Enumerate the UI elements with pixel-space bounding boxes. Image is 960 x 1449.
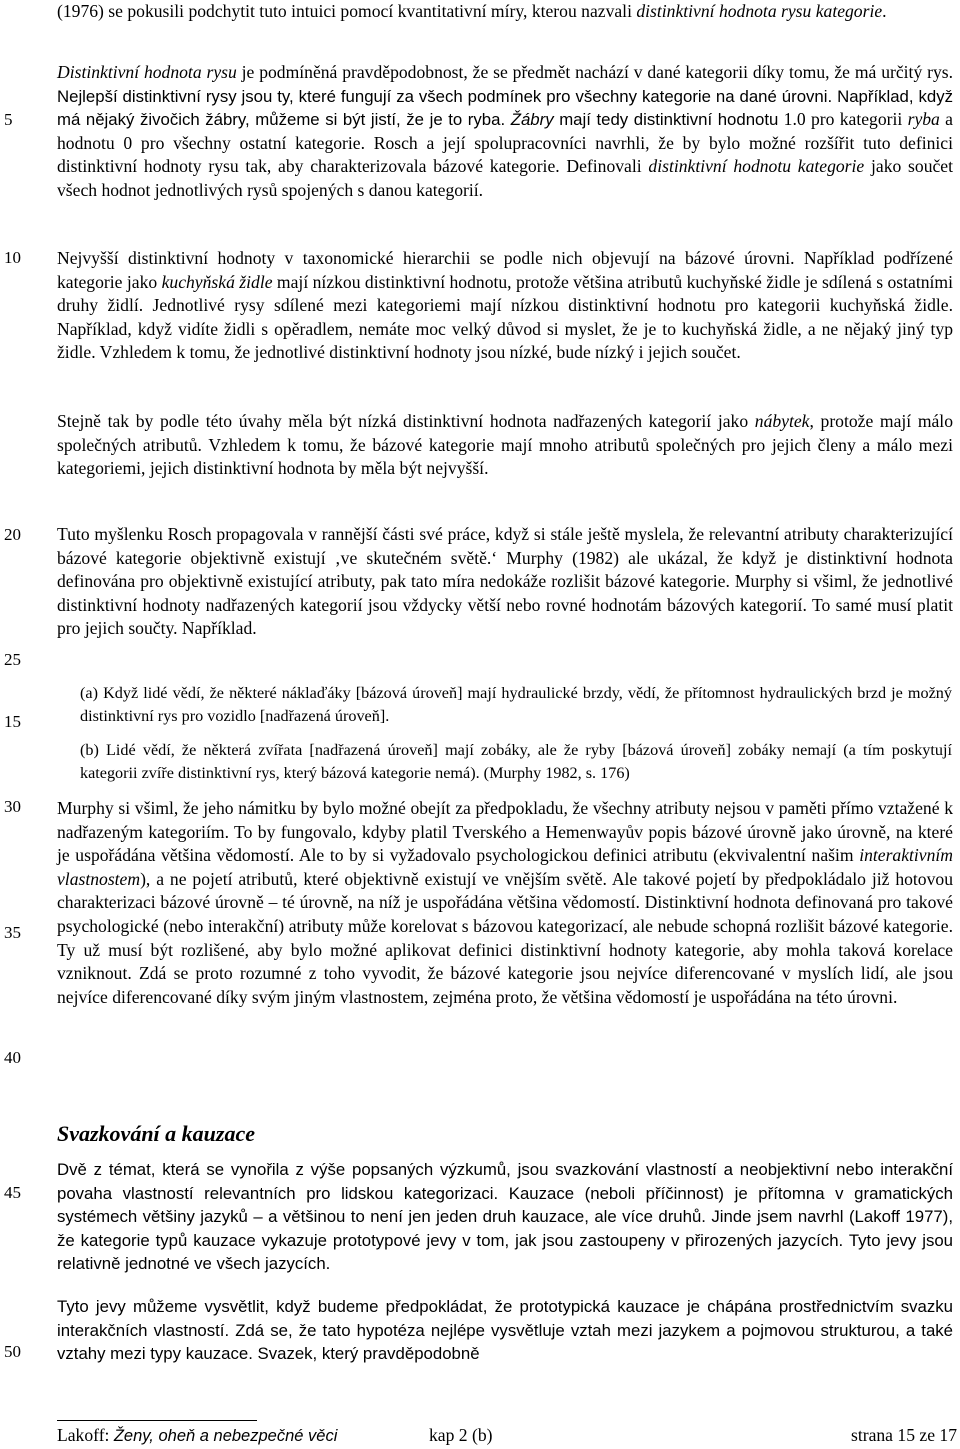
footer-title bbox=[57, 1423, 337, 1448]
footer-book-title: Ženy, oheň a nebezpečné věci bbox=[113, 1427, 338, 1445]
text: Stejně tak by podle této úvahy měla být nízká distinktivní hodnota nadřazených kategorií jako bbox=[57, 411, 755, 431]
text: a hodnotu 0 pro všechny ostatní kategorie. Rosch a její spolupracovníci navrhli, že by bylo možné rozšířit tuto definici distinktivní hodnoty rysu tak, aby charakterizovala bázové kategorie. Definovali bbox=[57, 109, 953, 177]
italic-term: distinktivní hodnota rysu kategorie bbox=[636, 1, 883, 21]
italic-term: nábytek bbox=[754, 411, 810, 431]
italic-term: ryba bbox=[907, 109, 940, 130]
text: Tuto myšlenku Rosch propagovala v rannější části své práce, když si stále ještě myslela, že relevantní atributy charakterizující bázové kategorie objektivně existují ‚ve skutečném světě.‘ Murphy (1982) ale ukázal, že když je distinktivní hodnota definována pro objektivně existující atributy, pak tato míra nedokáže rozlišit bázové kategorie. Murphy si všiml, že jednotlivé distinktivní hodnoty nadřazených kategorií jsou vždycky větší nebo rovné hodnotám bázových kategorií. To samé musí platit pro jejich součty. Například. bbox=[57, 524, 953, 639]
italic-term: Žábry bbox=[510, 110, 554, 130]
italic-term: distinktivní hodnotu kategorie bbox=[648, 156, 865, 177]
italic-term: zvíře bbox=[141, 763, 174, 782]
text: (1976) se pokusili podchytit tuto intuici pomocí kvantitativní míry, kterou nazvali bbox=[57, 1, 637, 21]
paragraph-clustering bbox=[57, 1158, 953, 1276]
line-number: 40 bbox=[4, 1048, 21, 1067]
text: (a) Když lidé vědí, že některé náklaďáky [bázová úroveň] mají hydraulické brzdy, vědí, že přítomnost hydraulických brzd je možný distinktivní rys pro vozidlo [nadřazená úroveň]. bbox=[80, 684, 952, 725]
text: jako součet všech hodnot jednotlivých rysů spojených s danou kategorií. bbox=[57, 156, 953, 200]
line-number: 50 bbox=[4, 1342, 21, 1361]
text: Nejlepší distinktivní rysy jsou ty, které fungují za všech podmínek pro všechny kategorie na dané úrovni. Například, když má nějaký živočich žábry, můžeme si být jistí, že je to ryba. bbox=[57, 86, 953, 130]
line-number: 25 bbox=[4, 650, 21, 669]
footer-page-number: strana 15 ze 17 bbox=[850, 1425, 957, 1445]
footer-author: Lakoff: bbox=[57, 1425, 114, 1445]
paragraph-intro-continued bbox=[57, 0, 953, 24]
line-number: 5 bbox=[4, 110, 13, 129]
paragraph-highest-values bbox=[57, 247, 953, 365]
text: Tyto jevy můžeme vysvětlit, když budeme předpokládat, že prototypická kauzace je chápána prostřednictvím svazku interakčních vlastností. Zdá se, že tato hypotéza nejlépe vysvětluje vztah mezi jazykem a pojmovou strukturou, a také vztahy mezi typy kauzace. Svazek, který pravděpodobně bbox=[57, 1297, 953, 1364]
line-number: 35 bbox=[4, 923, 21, 942]
text: Dvě z témat, která se vynořila z výše popsaných výzkumů, jsou svazkování vlastností a neobjektivní nebo interakční povaha vlastností relevantních pro lidskou kategorizaci. Kauzace (neboli příčinnost) je přítomna v gramatických systémech většiny jazyků – a většinou to není jen jeden druh kauzace, ale více druhů. Jinde jsem navrhl (Lakoff 1977), že kategorie typů kauzace vykazuje prototypové jevy v tom, jak jsou zastoupeny v přirozených jazycích. Tyto jevy jsou relativně jednotné ve všech jazycích. bbox=[57, 1160, 953, 1274]
text: . bbox=[882, 1, 887, 21]
example-b bbox=[80, 739, 952, 784]
paragraph-distinctive-value bbox=[57, 61, 953, 203]
text: mají tedy distinktivní hodnotu bbox=[553, 110, 779, 130]
text: Nejvyšší distinktivní hodnoty v taxonomické hierarchii se podle nich objevují na bázové úrovni. Například podřízené kategorie jako bbox=[57, 248, 953, 292]
line-number: 10 bbox=[4, 248, 21, 267]
section-heading: Svazkování a kauzace bbox=[57, 1121, 255, 1146]
text: distinktivní rys, který bázová kategorie nemá). (Murphy 1982, s. 176) bbox=[173, 763, 630, 782]
paragraph-murphy-objection bbox=[57, 797, 953, 1009]
italic-term: kuchyňská židle bbox=[161, 271, 273, 292]
example-a bbox=[80, 682, 952, 727]
paragraph-superordinate bbox=[57, 410, 953, 481]
text: , protože mají málo společných atributů. Vzhledem k tomu, že bázové kategorie mají mnoho atributů společných pro jejich členy a málo mezi kategoriemi, jejich distinktivní hodnota by měla být nejvyšší. bbox=[57, 411, 953, 479]
line-number: 45 bbox=[4, 1183, 21, 1202]
italic-term: interaktivním vlastnostem bbox=[57, 845, 953, 889]
text: je podmíněná pravděpodobnost, že se předmět nachází v dané kategorii díky tomu, že má určitý rys. bbox=[236, 62, 953, 82]
footer-chapter: kap 2 (b) bbox=[429, 1425, 493, 1445]
paragraph-murphy-critique bbox=[57, 523, 953, 641]
text: Murphy si všiml, že jeho námitku by bylo možné obejít za předpokladu, že všechny atributy nejsou v paměti přímo vztažené k nadřazeným kategoriím. To by fungovalo, kdyby platil Tverského a Hemenwayův popis bázové úrovně jako úrovně, na které je uspořádána většina vědomostí. Ale to by si vyžadovalo psychologickou definici atributu (ekvivalentní našim bbox=[57, 798, 953, 866]
text: mají nízkou distinktivní hodnotu, protože většina atributů kuchyňské židle je sdílená s ostatními druhy židlí. Jednotlivé rysy sdílené mezi kategoriemi mají nízkou distinktivní hodnotu pro kategorii kuchyňská židle. Například, když vidíte židli s opěradlem, nemáte moc velký důvod si myslet, že je to kuchyňská židle, a ne nějaký jiný typ židle. Vzhledem k tomu, že jednotlivé distinktivní hodnoty jsou nízké, bude nízký i jejich součet. bbox=[57, 271, 953, 363]
text: (b) Lidé vědí, že některá zvířata [nadřazená úroveň] mají zobáky, ale že ryby [bázová úroveň] zobáky nemají (a tím poskytují kategorii bbox=[80, 741, 952, 782]
line-number: 15 bbox=[4, 712, 21, 731]
page-footer bbox=[57, 1423, 957, 1447]
paragraph-causation bbox=[57, 1295, 953, 1366]
line-number: 20 bbox=[4, 525, 21, 544]
line-number: 30 bbox=[4, 797, 21, 816]
footer-divider bbox=[57, 1420, 257, 1421]
text: ), a ne pojetí atributů, které objektivně existují ve vnějším světě. Ale takové pojetí by předpokládalo již hotovou charakterizaci bázové úrovně – té úrovně, na níž je uspořádána většina vědomostí. Distinktivní hodnota definovaná pro takové psychologické (nebo interakční) atributy může korelovat s bázovou kategorizací, ale nebude schopná rozlišit bázové kategorie. Ty už musí být rozlišené, aby bylo možné aplikovat definici distinktivní hodnoty kategorie, aby mohla taková korelace vzniknout. Zdá se proto rozumné z toho vyvodit, že bázové kategorie jsou nejvíce diferencované v myslích lidí, ale jsou nejvíce diferencované díky svým jiným vlastnostem, zejména proto, že většina vědomostí je uspořádána na této úrovni. bbox=[57, 868, 953, 1007]
italic-term: Distinktivní hodnota rysu bbox=[57, 62, 237, 82]
text: 1.0 pro kategorii bbox=[778, 109, 908, 130]
